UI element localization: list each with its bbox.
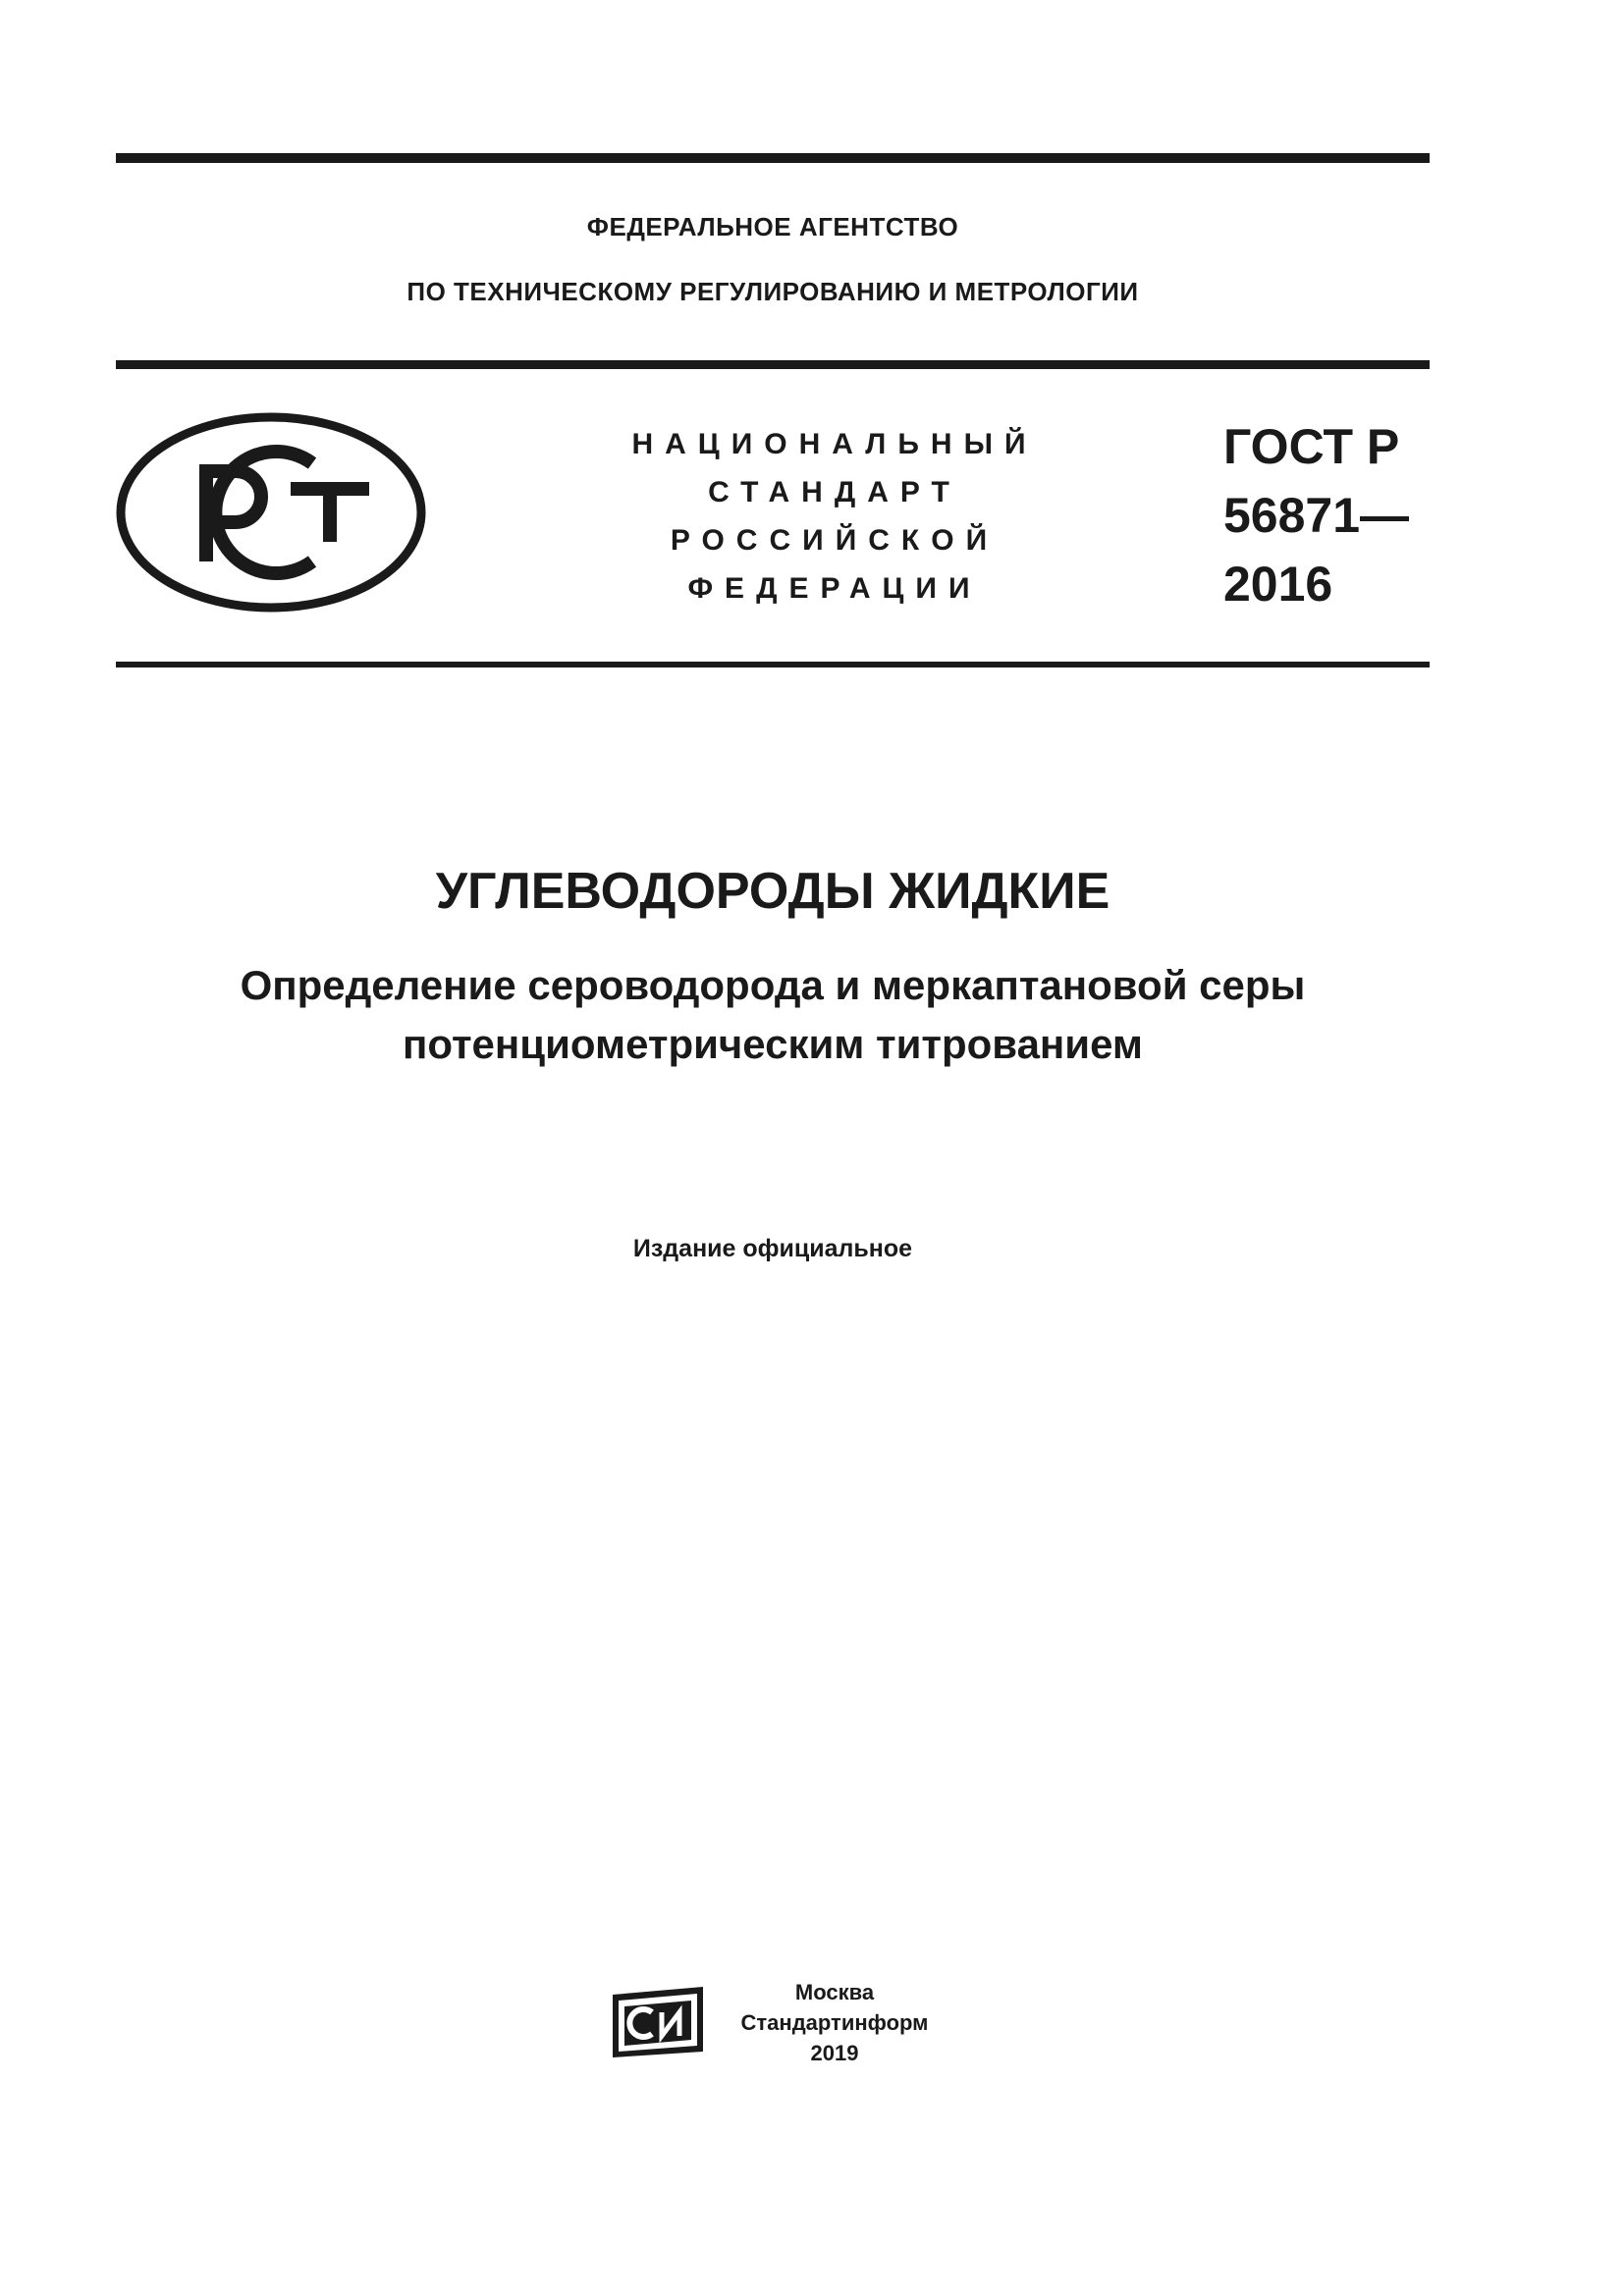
publication-year: 2019 (810, 2041, 859, 2065)
agency-line-2: ПО ТЕХНИЧЕСКОМУ РЕГУЛИРОВАНИЮ И МЕТРОЛОГИИ (406, 277, 1139, 306)
designation-line-2: 56871— (1223, 488, 1410, 543)
publisher-name: Стандартинформ (740, 2010, 929, 2035)
publisher-info (722, 1977, 947, 2068)
standard-designation (1223, 412, 1449, 618)
standard-type-line-1: НАЦИОНАЛЬНЫЙ (631, 428, 1038, 460)
subtitle-line-1: Определение сероводорода и меркаптановой серы (240, 962, 1306, 1008)
top-divider (116, 153, 1430, 163)
edition-label: Издание официальное (632, 1235, 913, 1262)
bottom-divider (116, 662, 1430, 667)
standard-type (589, 420, 1080, 613)
designation-line-1: ГОСТ Р (1223, 419, 1400, 474)
standard-type-line-3: РОССИЙСКОЙ (670, 524, 1000, 557)
document-title: УГЛЕВОДОРОДЫ ЖИДКИЕ (435, 863, 1110, 920)
document-subtitle (116, 956, 1430, 1074)
subtitle-line-2: потенциометрическим титрованием (402, 1021, 1143, 1067)
agency-line-1: ФЕДЕРАЛЬНОЕ АГЕНТСТВО (586, 212, 959, 241)
rst-certification-mark-icon (116, 412, 426, 613)
standartinform-logo-icon (609, 1983, 707, 2059)
middle-divider (116, 360, 1430, 369)
standard-type-line-4: ФЕДЕРАЦИИ (687, 572, 982, 605)
designation-line-3: 2016 (1223, 557, 1333, 612)
publisher-city: Москва (794, 1980, 875, 2004)
standard-type-line-2: СТАНДАРТ (708, 476, 961, 508)
